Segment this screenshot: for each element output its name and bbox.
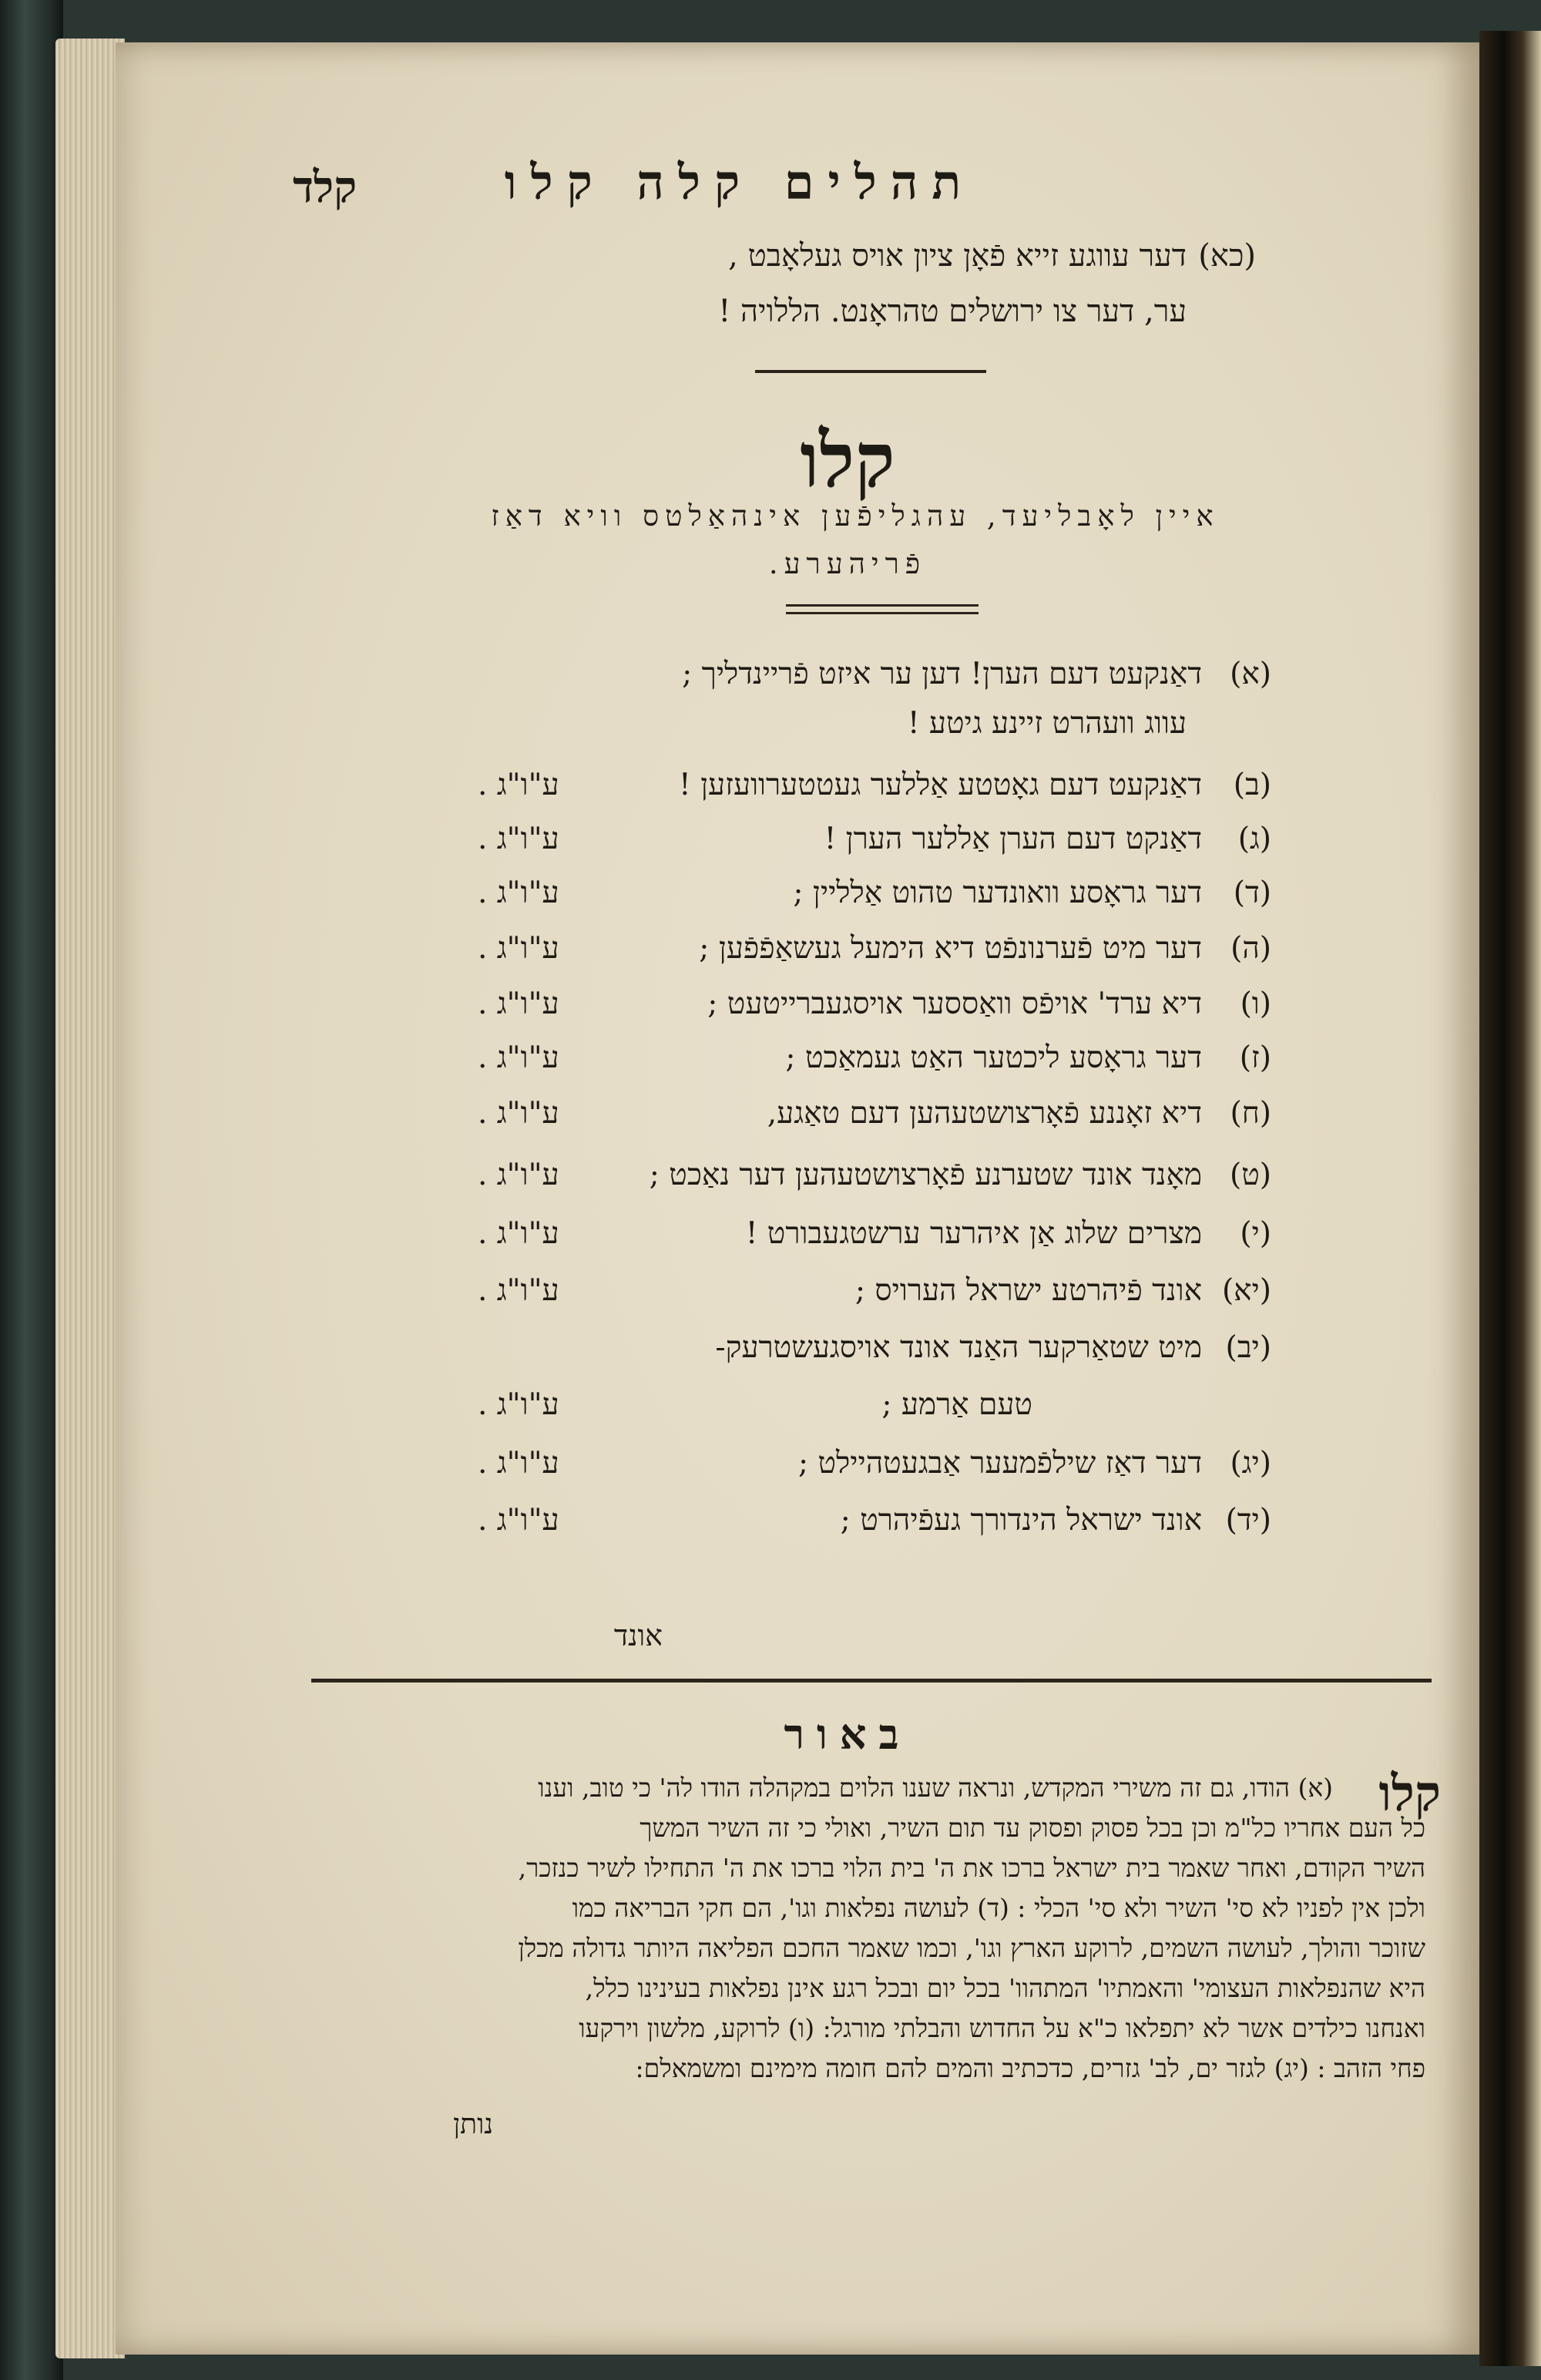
commentary-psalm-number: קלו: [1378, 1765, 1441, 1823]
verse-number: (ג): [1237, 822, 1271, 856]
verse-text: דאַנקעט דעם הערן! דען ער איזט פֿריינדליך ;: [682, 657, 1202, 691]
commentary-line: כל העם אחריו כל"מ וכן בכל פסוק ופסוק עד תום השיר, ואולי כי זה השיר המשך: [640, 1813, 1425, 1843]
verse-text: דיא ערד' אויפֿס וואַססער אויסגעברייטעט ;: [707, 987, 1202, 1021]
verse-refrain: ע"ו"ג .: [478, 1387, 559, 1422]
verse-row: [478, 1040, 1271, 1084]
prev-psalm-verse-number: (כא): [1198, 238, 1256, 274]
verse-number: (א): [1230, 657, 1271, 691]
verse-number: (ב): [1233, 768, 1271, 802]
commentary-catchword: נותן: [452, 2109, 493, 2140]
verse-text: אונד ישראל הינדורך געפֿיהרט ;: [840, 1503, 1202, 1538]
section-divider: [755, 370, 986, 373]
commentary-line: (א) הודו, גם זה משירי המקדש, ונראה שענו הלוים במקהלה הודו לה' כי טוב, וענו: [538, 1773, 1333, 1803]
page-stack-edge: [55, 39, 125, 2358]
verse-row: [478, 657, 1271, 700]
verse-number: (ה): [1230, 931, 1271, 966]
verse-text: דיא זאָננע פֿאָרצושטעהען דעם טאַגע,: [767, 1096, 1202, 1131]
verse-row: [478, 1387, 1271, 1430]
commentary-title: באור: [784, 1709, 912, 1759]
verse-row: [478, 931, 1271, 974]
running-header-title: תהלים קלה קלו: [504, 154, 975, 210]
commentary-line: פחי הזהב : (יג) לגזר ים, לב' גזרים, כדכתיב והמים להם חומה מימינם ומשמאלם:: [635, 2053, 1425, 2083]
verse-number: (יב): [1225, 1330, 1271, 1365]
verse-row: [478, 876, 1271, 919]
verse-number: (י): [1240, 1216, 1271, 1251]
verse-text: דאַנקעט דעם גאָטטע אַללער געטטערוועזען !: [679, 768, 1202, 802]
verse-refrain: ע"ו"ג .: [478, 876, 559, 910]
verse-number: (ח): [1230, 1096, 1271, 1131]
verse-text: דער גראָסע ליכטער האַט געמאַכט ;: [785, 1040, 1202, 1075]
psalm-superscript-line-2: פֿריהערע.: [768, 547, 927, 580]
verse-row: [478, 768, 1271, 811]
verse-refrain: ע"ו"ג .: [478, 1446, 559, 1481]
verse-row: [478, 1446, 1271, 1489]
verse-number: (יג): [1230, 1446, 1271, 1481]
verse-number: (יא): [1221, 1273, 1271, 1308]
verse-text: מצרים שלוג אַן איהרער ערשטגעבורט !: [745, 1216, 1202, 1251]
verse-refrain: ע"ו"ג .: [478, 1216, 559, 1251]
heading-rule-1: [786, 604, 979, 607]
verse-text: מיט שטאַרקער האַנד אונד אויסגעשטרעק-: [715, 1330, 1202, 1365]
commentary-line: ואנחנו כילדים אשר לא יתפלאו כ"א על החדוש והבלתי מורגל: (ו) לרוקע, מלשון וירקעו: [579, 2013, 1425, 2043]
verse-row: [478, 1096, 1271, 1139]
verse-row: [478, 822, 1271, 865]
verse-number: (ד): [1233, 876, 1271, 910]
heading-rule-2: [786, 612, 979, 614]
verse-refrain: ע"ו"ג .: [478, 1503, 559, 1538]
psalm-superscript-line-1: איין לאָבליעד, עהגליפֿען אינהאַלטס וויא דאַז: [491, 499, 1220, 533]
commentary-line: ולכן אין לפניו לא סי' השיר ולא סי' הכלי : (ד) לעושה נפלאות וגו', הם חקי הבריאה כמו: [572, 1893, 1425, 1923]
verse-number: (ו): [1240, 987, 1271, 1021]
verse-row: [478, 1330, 1271, 1373]
verse-text: דער גראָסע וואונדער טהוט אַלליין ;: [793, 876, 1202, 910]
psalm-number: קלו: [800, 416, 895, 505]
verse-number: (ט): [1230, 1158, 1271, 1192]
book-gutter: [1479, 31, 1541, 2366]
page-catchword: אונד: [613, 1619, 663, 1652]
verse-row: [478, 1273, 1271, 1316]
verse-refrain: ע"ו"ג .: [478, 1040, 559, 1075]
verse-text: דאַנקט דעם הערן אַללער הערן !: [824, 822, 1202, 856]
prev-psalm-line-1: דער עווגע זייא פֿאָן ציון אויס געלאָבט ,: [728, 238, 1187, 274]
page-number: קלד: [293, 162, 358, 213]
verse-text: מאָנד אונד שטערנע פֿאָרצושטעהען דער נאַכט ;: [649, 1158, 1202, 1192]
verse-refrain: ע"ו"ג .: [478, 987, 559, 1021]
verse-refrain: ע"ו"ג .: [478, 822, 559, 856]
verse-text: טעם אַרמע ;: [881, 1387, 1032, 1422]
verse-row: [478, 1503, 1271, 1546]
verse-text: עווג וועהרט זיינע גיטע !: [907, 706, 1187, 741]
commentary-line: היא שהנפלאות העצומי' והאמתיו' המתהוו' בכל יום ובכל רגע אינן נפלאות בעינינו כלל,: [585, 1973, 1425, 2003]
verse-row: [478, 1216, 1271, 1259]
commentary-line: שזוכר והולך, לעושה השמים, לרוקע הארץ וגו', וכמו שאמר החכם הפליאה היותר גדולה מכלן: [518, 1933, 1425, 1963]
verse-number: (ז): [1239, 1040, 1271, 1075]
verse-row: [478, 987, 1271, 1030]
verse-row: [478, 706, 1271, 749]
verse-row: [478, 1158, 1271, 1201]
commentary-line: השיר הקודם, ואחר שאמר בית ישראל ברכו את ה' בית הלוי ברכו את ה' התחילו לשיר כנזכר,: [518, 1853, 1425, 1883]
verse-refrain: ע"ו"ג .: [478, 1158, 559, 1192]
verse-text: דער דאַז שילפֿמעער אַבגעטהיילט ;: [797, 1446, 1202, 1481]
verse-refrain: ע"ו"ג .: [478, 931, 559, 966]
verse-text: אונד פֿיהרטע ישראל הערויס ;: [854, 1273, 1202, 1308]
book-cover-edge: [0, 0, 63, 2380]
prev-psalm-line-2: ער, דער צו ירושלים טהראָנט. הללויה !: [718, 294, 1187, 329]
verse-refrain: ע"ו"ג .: [478, 768, 559, 802]
verse-number: (יד): [1225, 1503, 1271, 1538]
verse-refrain: ע"ו"ג .: [478, 1096, 559, 1131]
commentary-divider: [311, 1679, 1432, 1682]
verse-refrain: ע"ו"ג .: [478, 1273, 559, 1308]
verse-text: דער מיט פֿערנונפֿט דיא הימעל געשאַפֿפֿען ;: [699, 931, 1202, 966]
